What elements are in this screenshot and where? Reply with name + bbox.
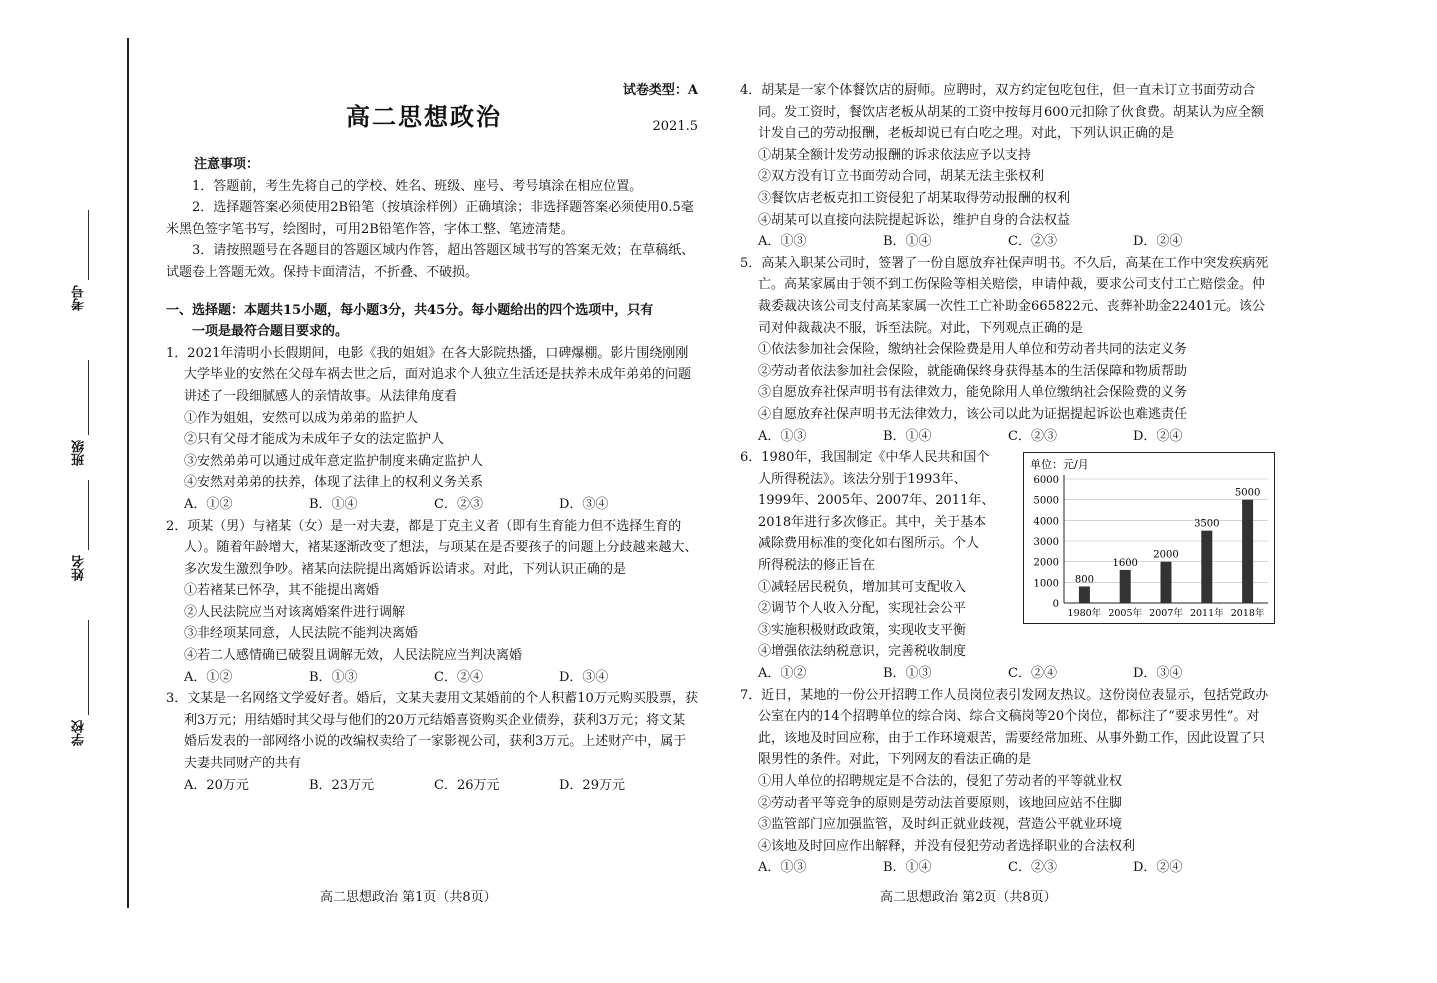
statement-option: ①胡某全额计发劳动报酬的诉求依法应予以支持 [758, 147, 1032, 163]
statement-option: ①用人单位的招聘规定是不合法的，侵犯了劳动者的平等就业权 [758, 774, 1123, 789]
answer-choices [740, 426, 1274, 448]
data-label: 3500 [1194, 518, 1220, 530]
bar [1161, 562, 1172, 603]
question-3 [166, 688, 698, 796]
statement-option: ③餐饮店老板克扣工资侵犯了胡某取得劳动报酬的权利 [758, 190, 1071, 206]
question-stem: 1999年、2005年、2007年、2011年、 [758, 493, 995, 509]
choice-c: C．②③ [1008, 234, 1057, 250]
choice-b: B．①④ [883, 428, 932, 444]
binding-fill-line [88, 480, 89, 550]
question-5 [740, 253, 1274, 447]
paper-type: 试卷类型：A [622, 83, 698, 98]
section-heading: 一、选择题：本题共15小题，每小题3分，共45分。每小题给出的四个选项中，只有 [166, 302, 654, 318]
statement-option: ③监管部门应加强监管，及时纠正就业歧视，营造公平就业环境 [758, 817, 1123, 833]
answer-choices [740, 857, 1274, 879]
tax-threshold-chart [1023, 452, 1275, 624]
y-tick-label: 4000 [1033, 516, 1059, 528]
choice-a: A．20万元 [184, 777, 249, 793]
answer-choices [740, 231, 1274, 253]
binding-label-class: 班级 [72, 440, 87, 466]
choice-c: C．②④ [1008, 666, 1057, 682]
statement-option: ①减轻居民税负，增加其可支配收入 [758, 579, 967, 595]
page-footer: 高二思想政治 第2页（共8页） [880, 890, 1057, 905]
choice-b: B．①④ [883, 234, 932, 250]
choice-a: A．①③ [758, 428, 807, 444]
statement-option: ①依法参加社会保险，缴纳社会保险费是用人单位和劳动者共同的法定义务 [758, 342, 1188, 358]
statement-option: ②劳动者平等竞争的原则是劳动法首要原则，该地回应站不住脚 [758, 795, 1123, 811]
binding-label-school: 学校 [72, 720, 87, 746]
statement-option: ②双方没有订立书面劳动合同，胡某无法主张权利 [758, 169, 1045, 185]
choice-c: C．②③ [1008, 860, 1057, 876]
page-footer: 高二思想政治 第1页（共8页） [320, 890, 497, 905]
bar [1242, 500, 1253, 603]
question-stem: 2．项某（男）与褚某（女）是一对夫妻，都是丁克主义者（即有生育能力但不选择生育的人）。随着年龄增大，褚某逐渐改变了想法，与项某在是否要孩子的问题上分歧越来越大、多次发生激烈争吵。褚某向法院提出离婚诉讼请求。对此，下列认识正确的是 [166, 518, 698, 577]
question-4 [740, 80, 1274, 253]
binding-fill-line [88, 620, 89, 715]
statement-option: ③实施积极财政政策，实现收支平衡 [758, 622, 967, 638]
choice-b: B．23万元 [309, 777, 375, 793]
statement-option: ④若二人感情确已破裂且调解无效，人民法院应当判决离婚 [184, 648, 523, 664]
statement-option: ①若褚某已怀孕，其不能提出离婚 [184, 583, 380, 599]
choice-d: D．③④ [559, 496, 609, 512]
notice-item: 1．答题前，考生先将自己的学校、姓名、班级、座号、考号填涂在相应位置。 [192, 178, 643, 194]
choice-c: C．26万元 [434, 777, 500, 793]
section-heading-cont: 一项是最符合题目要求的。 [192, 324, 349, 340]
data-label: 1600 [1112, 557, 1138, 569]
x-tick-label: 2011年 [1189, 608, 1224, 619]
choice-a: A．①② [758, 666, 807, 682]
question-stem: 所得税法的修正旨在 [758, 558, 876, 574]
question-stem: 5．高某入职某公司时，签署了一份自愿放弃社保声明书。不久后，高某在工作中突发疾病死亡。高某家属由于领不到工伤保险等相关赔偿，申请仲裁，要求公司支付工亡赔偿金。仲裁委裁决该公司支付高某家属一次性工亡补助金665822元、丧葬补助金22401元。该公司对仲裁裁决不服，诉至法院。对此，下列观点正确的是 [740, 255, 1269, 336]
statement-option: ②只有父母才能成为未成年子女的法定监护人 [184, 432, 445, 448]
question-7 [740, 685, 1274, 879]
y-tick-label: 6000 [1033, 475, 1059, 486]
binding-fill-line [88, 210, 89, 280]
choice-d: D．②④ [1133, 428, 1183, 444]
bar [1201, 531, 1212, 603]
page-1 [166, 80, 698, 796]
choice-b: B．①④ [883, 860, 932, 876]
choice-c: C．②③ [434, 496, 483, 512]
answer-choices [166, 667, 698, 689]
statement-option: ④安然对弟弟的扶养，体现了法律上的权利义务关系 [184, 475, 484, 491]
y-tick-label: 2000 [1033, 557, 1059, 569]
data-label: 2000 [1153, 549, 1179, 561]
statement-option: ④该地及时回应作出解释，并没有侵犯劳动者选择职业的合法权利 [758, 838, 1136, 854]
y-tick-label: 0 [1052, 599, 1059, 610]
question-stem: 4．胡某是一家个体餐饮店的厨师。应聘时，双方约定包吃包住，但一直未订立书面劳动合同。发工资时，餐饮店老板从胡某的工资中按每月600元扣除了伙食费。胡某认为应全额计发自己的劳动报酬，老板却说已有白吃之理。对此，下列认识正确的是 [740, 83, 1264, 142]
choice-b: B．①④ [309, 496, 358, 512]
notice-item: 3．请按照题号在各题目的答题区域内作答，超出答题区域书写的答案无效；在草稿纸、试题卷上答题无效。保持卡面清洁，不折叠、不破损。 [166, 243, 695, 280]
y-tick-label: 3000 [1033, 537, 1059, 548]
bar-chart [1024, 453, 1274, 623]
data-label: 5000 [1234, 487, 1261, 499]
statement-option: ③安然弟弟可以通过成年意定监护制度来确定监护人 [184, 453, 484, 469]
choice-a: A．①② [184, 496, 233, 512]
question-stem: 6．1980年，我国制定《中华人民共和国个 [740, 450, 990, 466]
question-stem: 3．文某是一名网络文学爱好者。婚后，文某夫妻用文某婚前的个人积蓄10万元购买股票，获利3万元；用结婚时其父母与他们的20万元结婚喜资购买企业债券，获利3万元；将文某婚后发表的一部网络小说的改编权卖给了一家影视公司，获利3万元。上述财产中，属于夫妻共同财产的共有 [166, 691, 698, 772]
statement-option: ②劳动者依法参加社会保险，就能确保终身获得基本的生活保障和物质帮助 [758, 363, 1188, 379]
x-tick-label: 2005年 [1108, 608, 1143, 619]
notice-item: 2．选择题答案必须使用2B铅笔（按填涂样例）正确填涂；非选择题答案必须使用0.5毫米黑色签字笔书写，绘图时，可用2B铅笔作答，字体工整、笔迹清楚。 [166, 200, 694, 237]
choice-d: D．②④ [1133, 860, 1183, 876]
choice-a: A．①③ [758, 234, 807, 250]
x-tick-label: 2018年 [1230, 608, 1265, 619]
choice-b: B．①③ [309, 669, 358, 685]
binding-fill-line [88, 360, 89, 435]
binding-line [127, 38, 129, 908]
statement-option: ④胡某可以直接向法院提起诉讼，维护自身的合法权益 [758, 212, 1071, 228]
choice-c: C．②④ [434, 669, 483, 685]
notice-heading: 注意事项： [194, 157, 260, 172]
statement-option: ②调节个人收入分配，实现社会公平 [758, 601, 967, 617]
answer-choices [740, 663, 1274, 685]
choice-d: D．②④ [1133, 234, 1183, 250]
statement-option: ②人民法院应当对该离婚案件进行调解 [184, 604, 406, 620]
choice-b: B．①③ [883, 666, 932, 682]
statement-option: ③非经项某同意，人民法院不能判决离婚 [184, 626, 419, 642]
bar [1079, 586, 1090, 603]
choice-d: D．29万元 [559, 777, 625, 793]
choice-a: A．①③ [758, 860, 807, 876]
exam-date: 2021.5 [652, 119, 698, 134]
chart-unit-label: 单位：元/月 [1030, 458, 1089, 471]
y-tick-label: 1000 [1033, 578, 1059, 590]
choice-d: D．③④ [1133, 666, 1183, 682]
binding-label-exam-number: 考号 [72, 285, 87, 311]
bar [1120, 570, 1131, 603]
statement-option: ①作为姐姐，安然可以成为弟弟的监护人 [184, 410, 419, 426]
question-stem: 人所得税法》。该法分别于1993年、 [758, 471, 967, 487]
question-2 [166, 516, 698, 689]
choice-c: C．②③ [1008, 428, 1057, 444]
question-stem: 7．近日，某地的一份公开招聘工作人员岗位表引发网友热议。这份岗位表显示，包括党政办公室在内的14个招聘单位的综合岗、综合文稿岗等20个岗位，都标注了“要求男性”。对此，该地及时回应称，由于工作环境艰苦，需要经常加班、从事外勤工作，因此设置了只限男性的条件。对此，下列网友的看法正确的是 [740, 687, 1269, 768]
data-label: 800 [1074, 574, 1094, 586]
answer-choices [166, 494, 698, 516]
choice-a: A．①② [184, 669, 233, 685]
binding-label-name: 姓名 [72, 555, 87, 581]
statement-option: ④增强依法纳税意识，完善税收制度 [758, 644, 967, 660]
answer-choices [166, 775, 698, 797]
page-title: 高二思想政治 [346, 102, 502, 131]
x-tick-label: 2007年 [1149, 608, 1183, 619]
question-stem: 减除费用标准的变化如右图所示。个人 [758, 536, 980, 552]
question-stem: 2018年进行多次修正。其中，关于基本 [758, 514, 987, 530]
question-stem: 1．2021年清明小长假期间，电影《我的姐姐》在各大影院热播，口碑爆棚。影片围绕刚刚大学毕业的安然在父母车祸去世之后，面对追求个人独立生活还是扶养未成年弟弟的问题讲述了一段细腻感人的亲情故事。从法律角度看 [166, 345, 692, 404]
choice-d: D．③④ [559, 669, 609, 685]
x-tick-label: 1980年 [1067, 608, 1102, 619]
y-tick-label: 5000 [1033, 495, 1059, 507]
statement-option: ③自愿放弃社保声明书有法律效力，能免除用人单位缴纳社会保险费的义务 [758, 385, 1188, 401]
statement-option: ④自愿放弃社保声明书无法律效力，该公司以此为证据提起诉讼也难逃责任 [758, 406, 1188, 422]
question-1 [166, 343, 698, 516]
